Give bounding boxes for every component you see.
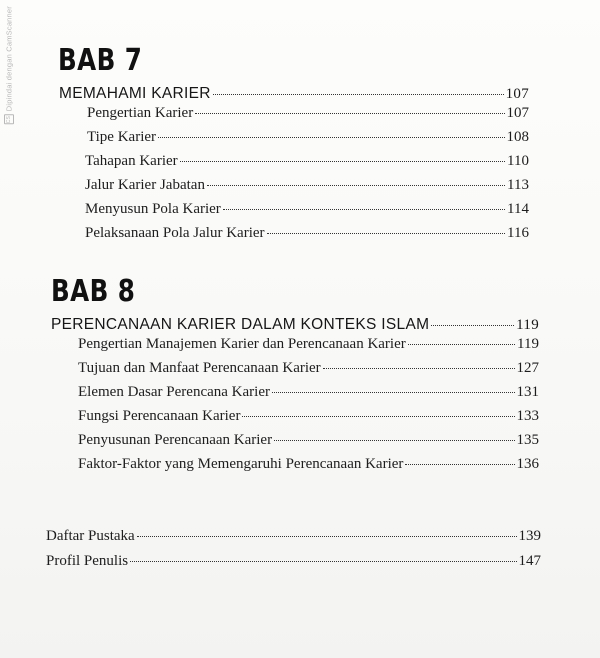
toc-entry — [78, 336, 539, 353]
leader-dots — [223, 209, 505, 210]
watermark-text: Dipindai dengan CamScanner — [4, 6, 14, 112]
leader-dots — [242, 416, 514, 417]
toc-entry-title: Faktor-Faktor yang Memengaruhi Perencanaan Karier — [78, 456, 404, 472]
toc-entry-page: 133 — [516, 408, 539, 424]
toc-entry-page: 113 — [507, 177, 529, 193]
bab8-chapter-page: 119 — [516, 317, 539, 333]
leader-dots — [195, 113, 504, 114]
toc-entry-title: Tujuan dan Manfaat Perencanaan Karier — [78, 360, 321, 376]
leader-dots — [207, 185, 505, 186]
leader-dots — [267, 233, 506, 234]
bab7-heading: BAB 7 — [58, 43, 143, 78]
bab7-chapter-row — [59, 85, 529, 103]
toc-entry-page: 108 — [506, 129, 529, 145]
leader-dots — [213, 94, 504, 95]
toc-entry-title: Tipe Karier — [87, 129, 157, 145]
toc-entry — [78, 360, 539, 377]
toc-entry-title: Daftar Pustaka — [46, 528, 135, 544]
leader-dots — [158, 137, 504, 138]
toc-entry-page: 110 — [507, 153, 529, 169]
leader-dots — [405, 464, 514, 465]
leader-dots — [137, 536, 517, 537]
bab7-chapter-page: 107 — [505, 86, 529, 102]
toc-entry-title: Profil Penulis — [46, 553, 129, 569]
leader-dots — [274, 440, 514, 441]
toc-entry — [87, 129, 529, 146]
toc-entry-page: 107 — [506, 105, 529, 121]
toc-entry-page: 139 — [518, 528, 541, 544]
toc-entry-page: 114 — [507, 201, 529, 217]
toc-entry — [85, 177, 529, 194]
toc-entry-title: Penyusunan Perencanaan Karier — [78, 432, 273, 448]
toc-entry — [78, 408, 539, 425]
leader-dots — [130, 561, 516, 562]
leader-dots — [323, 368, 515, 369]
toc-entry-page: 147 — [518, 553, 541, 569]
bab7-chapter-title: MEMAHAMI KARIER — [59, 85, 211, 102]
camscanner-logo-icon: CS — [6, 115, 12, 123]
toc-entry — [85, 225, 529, 242]
toc-entry-title: Elemen Dasar Perencana Karier — [78, 384, 270, 400]
toc-entry-title: Menyusun Pola Karier — [85, 201, 221, 217]
toc-entry-page: 136 — [516, 456, 539, 472]
toc-entry-page: 131 — [516, 384, 539, 400]
bab8-chapter-row — [51, 316, 539, 334]
toc-entry-title: Pelaksanaan Pola Jalur Karier — [85, 225, 265, 241]
toc-entry — [85, 153, 529, 170]
toc-entry — [78, 384, 539, 401]
toc-entry-title: Pengertian Manajemen Karier dan Perencanaan Karier — [78, 336, 406, 352]
leader-dots — [431, 325, 514, 326]
toc-entry-title: Pengertian Karier — [87, 105, 194, 121]
toc-entry-page: 127 — [516, 360, 539, 376]
bab8-heading: BAB 8 — [51, 274, 136, 309]
toc-entry — [78, 432, 539, 449]
leader-dots — [408, 344, 515, 345]
toc-entry — [87, 105, 529, 122]
leader-dots — [272, 392, 515, 393]
camscanner-watermark — [4, 6, 14, 124]
toc-entry — [78, 456, 539, 473]
toc-entry-title: Jalur Karier Jabatan — [85, 177, 205, 193]
leader-dots — [180, 161, 505, 162]
toc-entry-page: 119 — [517, 336, 539, 352]
toc-entry — [85, 201, 529, 218]
profil-penulis-row — [46, 553, 541, 570]
daftar-pustaka-row — [46, 528, 541, 545]
toc-entry-title: Tahapan Karier — [85, 153, 178, 169]
toc-entry-title: Fungsi Perencanaan Karier — [78, 408, 241, 424]
toc-entry-page: 116 — [507, 225, 529, 241]
toc-entry-page: 135 — [516, 432, 539, 448]
bab8-chapter-title: PERENCANAAN KARIER DALAM KONTEKS ISLAM — [51, 316, 430, 333]
